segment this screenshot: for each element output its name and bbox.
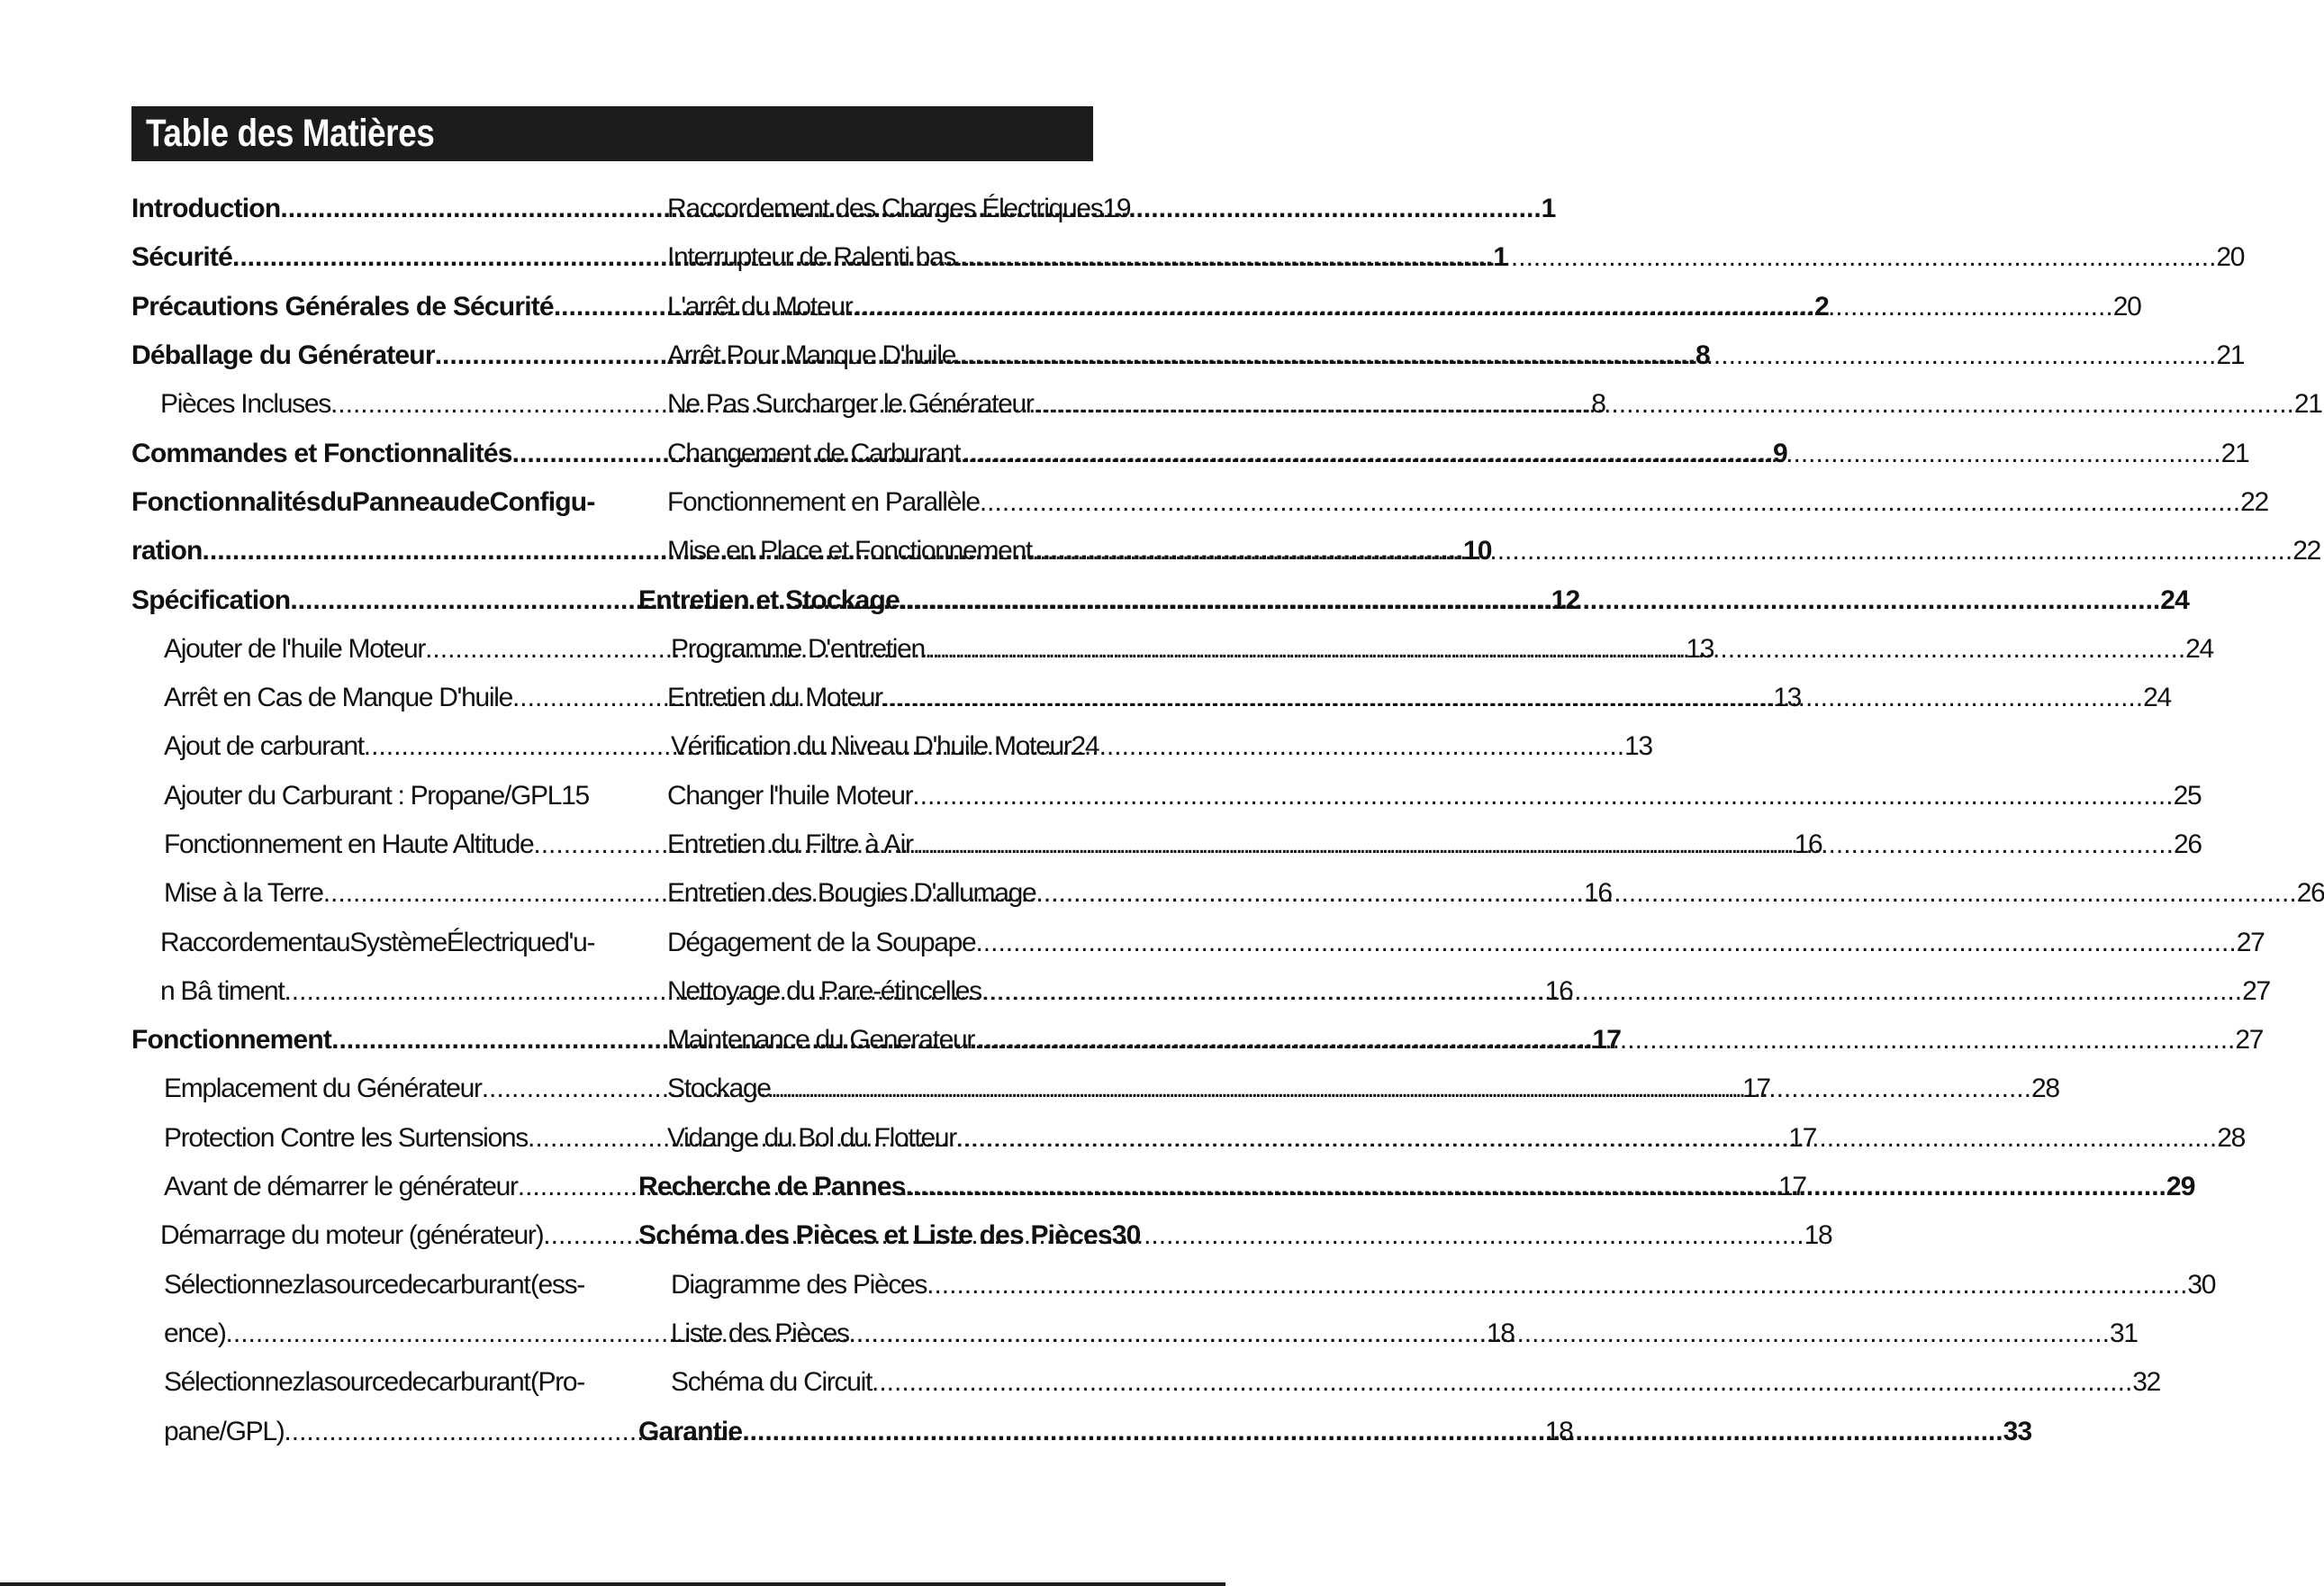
toc-subsection-entry[interactable] <box>638 1358 2161 1407</box>
toc-page-number: 22 <box>2240 486 2268 517</box>
toc-dot-leader <box>882 683 2143 713</box>
toc-dot-leader <box>849 1319 2110 1349</box>
toc-page-number: 1 <box>1493 242 1508 273</box>
toc-entry-label: Spécification <box>131 585 291 615</box>
toc-entry-label: Vidange du Bol du Flotteur <box>667 1122 956 1153</box>
toc-subsection-entry[interactable] <box>638 283 2141 331</box>
toc-entry-label: Mise en Place et Fonctionnement <box>667 536 1032 566</box>
toc-page-number: 15 <box>561 780 589 811</box>
toc-entry-label: Raccordement des Charges Électriques <box>667 194 1103 224</box>
toc-page-number: 32 <box>2132 1367 2161 1398</box>
toc-page-number: 20 <box>2112 291 2141 322</box>
toc-dot-leader <box>927 1270 2187 1301</box>
toc-page-number: 21 <box>2220 438 2249 468</box>
toc-page-number: 21 <box>2216 340 2245 371</box>
toc-entry-label: Changer l'huile Moteur <box>667 780 913 811</box>
toc-page-number: 18 <box>1544 1416 1573 1446</box>
toc-subsection-entry[interactable] <box>131 1358 584 1407</box>
toc-entry-label <box>160 928 594 958</box>
toc-entry-label: Emplacement du Générateur <box>164 1074 482 1104</box>
toc-entry-label: Arrêt Pour Manque D'huile <box>667 340 956 371</box>
toc-word: du <box>320 486 352 517</box>
toc-entry-label: Démarrage du moteur (générateur) <box>160 1220 544 1251</box>
toc-word: Configu- <box>489 486 595 517</box>
toc-word: (ess- <box>529 1269 584 1300</box>
toc-entry-label: Fonctionnement en Haute Altitude <box>164 829 534 859</box>
toc-word: Système <box>349 927 447 957</box>
toc-page-number: 13 <box>1773 683 1802 713</box>
toc-page-number: 19 <box>1102 194 1131 224</box>
toc-dot-leader <box>974 1025 2235 1056</box>
toc-page-number: 1 <box>1541 194 1556 224</box>
toc-subsection-entry[interactable] <box>638 918 2265 966</box>
toc-entry-label <box>164 1270 584 1301</box>
toc-page-number: 18 <box>1486 1318 1515 1348</box>
toc-entry-label: Schéma du Circuit <box>671 1367 872 1398</box>
toc-entry-label: Déballage du Générateur <box>131 340 435 371</box>
toc-entry-label: Précautions Générales de Sécurité <box>131 291 554 322</box>
toc-entry-label: Ajouter du Carburant : Propane/GPL <box>164 780 562 811</box>
toc-word: de <box>459 486 490 517</box>
toc-dot-leader <box>1032 536 2292 566</box>
toc-entry-label: Sécurité <box>131 242 232 273</box>
toc-entry-label: Ne Pas Surcharger le Générateur <box>667 389 1034 420</box>
toc-page-number: 18 <box>1804 1220 1832 1251</box>
toc-word: d'u- <box>555 927 595 957</box>
toc-word: la <box>304 1367 324 1398</box>
toc-entry-label: Introduction <box>131 194 281 224</box>
toc-word: Sélectionnez <box>164 1367 305 1398</box>
toc-page-number: 24 <box>1071 731 1099 762</box>
toc-entry-label: Arrêt en Cas de Manque D'huile <box>164 683 512 713</box>
toc-word: Fonctionnalités <box>131 486 321 517</box>
toc-entry-label: Diagramme des Pièces <box>671 1269 927 1300</box>
toc-word: de <box>398 1269 427 1300</box>
toc-dot-leader <box>955 242 2216 273</box>
toc-entry-label: Entretien et Stockage <box>638 585 900 615</box>
toc-word: la <box>304 1269 324 1300</box>
toc-entry-label: Vérification du Niveau D'huile Moteur <box>671 731 1072 762</box>
toc-page-number: 30 <box>2187 1269 2216 1300</box>
toc-entry-label: Pièces Incluses <box>160 389 330 420</box>
toc-page-number: 27 <box>2242 975 2270 1006</box>
toc-dot-leader <box>1035 878 2296 909</box>
toc-dot-leader <box>975 928 2236 958</box>
toc-entry-label: Commandes et Fonctionnalités <box>131 438 512 468</box>
toc-page-number: 9 <box>1772 438 1787 468</box>
toc-entry-label: n Bâ timent <box>160 975 285 1006</box>
toc-page-number: 31 <box>2109 1318 2138 1348</box>
toc-page-number: 8 <box>1591 389 1605 420</box>
toc-word: carburant <box>426 1269 530 1300</box>
toc-word: Raccordement <box>160 927 322 957</box>
toc-dot-leader <box>956 1123 2217 1154</box>
toc-entry-label: Protection Contre les Surtensions <box>164 1122 528 1153</box>
toc-section-entry[interactable] <box>131 478 595 527</box>
toc-subsection-entry[interactable] <box>638 185 1131 233</box>
toc-subsection-entry[interactable] <box>638 331 2245 380</box>
toc-entry-label: pane/GPL) <box>164 1416 285 1446</box>
toc-entry-label: Schéma des Pièces et Liste des Pièces <box>638 1220 1112 1251</box>
toc-page-number: 26 <box>2173 829 2202 859</box>
toc-entry-label: Garantie <box>638 1416 743 1446</box>
toc-page-number: 25 <box>2173 780 2202 811</box>
toc-dot-leader <box>900 585 2160 616</box>
toc-entry-label: Liste des Pièces <box>671 1318 849 1348</box>
toc-entry-label: ration <box>131 536 203 566</box>
toc-entry-label: Maintenance du Generateur <box>667 1025 975 1056</box>
toc-subsection-entry[interactable] <box>638 722 1099 771</box>
page-title: Table des Matières <box>146 112 435 155</box>
toc-entry-label: Ajout de carburant <box>164 731 364 762</box>
toc-subsection-entry[interactable] <box>638 772 2202 820</box>
toc-entry-label: Entretien du Moteur <box>667 683 882 713</box>
toc-entry-label: ence) <box>164 1318 226 1348</box>
toc-page-number: 8 <box>1696 340 1710 371</box>
toc-entry-label: Ajouter de l'huile Moteur <box>164 633 426 664</box>
toc-page-number: 29 <box>2166 1172 2195 1202</box>
toc-dot-leader <box>852 292 2112 322</box>
toc-page-number: 20 <box>2216 242 2245 273</box>
toc-subsection-entry[interactable] <box>131 918 595 966</box>
toc-page-number: 30 <box>1111 1220 1141 1251</box>
toc-dot-leader <box>906 1172 2166 1202</box>
toc-entry-label <box>164 1367 584 1398</box>
toc-entry-label: L'arrêt du Moteur <box>667 291 853 322</box>
toc-page-number: 24 <box>2185 633 2213 664</box>
toc-page-number: 16 <box>1794 829 1822 859</box>
toc-section-entry[interactable] <box>638 1211 1141 1260</box>
toc-page-number: 21 <box>2293 389 2322 420</box>
toc-page-number: 10 <box>1462 536 1492 566</box>
toc-page-number: 33 <box>2003 1416 2032 1446</box>
bottom-rule <box>0 1582 1225 1586</box>
toc-entry-label: Mise à la Terre <box>164 878 323 909</box>
toc-dot-leader <box>771 1074 2031 1104</box>
toc-page-number: 27 <box>2235 1025 2264 1056</box>
toc-dot-leader <box>913 829 2174 860</box>
toc-entry-label: Fonctionnement en Parallèle <box>667 486 980 517</box>
toc-page-number: 24 <box>2143 683 2171 713</box>
toc-page-number: 16 <box>1583 878 1612 909</box>
toc-word: (Pro- <box>529 1367 584 1398</box>
toc-subsection-entry[interactable] <box>638 1261 2216 1310</box>
toc-dot-leader <box>955 340 2216 371</box>
toc-page-number: 17 <box>1742 1074 1770 1104</box>
toc-dot-leader <box>925 634 2185 665</box>
toc-dot-leader <box>1034 389 2294 420</box>
toc-page-number: 17 <box>1592 1025 1622 1056</box>
toc-word: Sélectionnez <box>164 1269 305 1300</box>
toc-dot-leader <box>912 781 2173 811</box>
toc-subsection-entry[interactable] <box>131 1261 584 1310</box>
toc-page-number: 28 <box>2030 1074 2059 1104</box>
toc-page-number: 12 <box>1551 585 1580 615</box>
toc-subsection-entry[interactable] <box>638 233 2245 282</box>
toc-page-number: 13 <box>1624 731 1652 762</box>
toc-entry-label: Nettoyage du Pare-étincelles <box>667 975 981 1006</box>
toc-page-number: 17 <box>1788 1122 1817 1153</box>
toc-subsection-entry[interactable] <box>638 478 2268 527</box>
toc-page-number: 22 <box>2292 536 2321 566</box>
toc-subsection-entry[interactable] <box>638 429 2249 477</box>
toc-dot-leader <box>960 439 2220 469</box>
toc-dot-leader <box>980 487 2240 518</box>
toc-word: au <box>321 927 350 957</box>
toc-word: Panneau <box>351 486 460 517</box>
toc-page-number: 17 <box>1778 1172 1806 1202</box>
toc-page-number: 28 <box>2217 1122 2245 1153</box>
toc-page-number: 26 <box>2296 878 2324 909</box>
toc-entry-label: Fonctionnement <box>131 1025 332 1056</box>
toc-word: de <box>398 1367 427 1398</box>
toc-word: source <box>323 1367 398 1398</box>
toc-dot-leader <box>872 1367 2132 1398</box>
toc-page-number: 16 <box>1544 975 1573 1006</box>
toc-entry-label: Stockage <box>667 1074 771 1104</box>
toc-page-number: 13 <box>1686 633 1714 664</box>
toc-entry-label: Interrupteur de Ralenti bas <box>667 242 956 273</box>
toc-subsection-entry[interactable] <box>638 380 2322 429</box>
toc-page-number: 2 <box>1814 291 1829 322</box>
toc-entry-label: Entretien du Filtre à Air <box>667 829 913 859</box>
toc-title-bar <box>131 106 1093 161</box>
toc-dot-leader <box>742 1417 2003 1447</box>
toc-word: source <box>323 1269 398 1300</box>
toc-entry-label: Recherche de Pannes <box>638 1172 906 1202</box>
toc-entry-label: Programme D'entretien <box>671 633 925 664</box>
toc-word: carburant <box>426 1367 530 1398</box>
toc-word: Électrique <box>446 927 556 957</box>
toc-entry-label: Dégagement de la Soupape <box>667 927 976 957</box>
toc-entry-label: Entretien des Bougies D'allumage <box>667 878 1036 909</box>
toc-subsection-entry[interactable] <box>131 772 589 820</box>
toc-page-number: 27 <box>2236 927 2265 957</box>
toc-dot-leader <box>981 976 2242 1007</box>
toc-page-number: 24 <box>2160 585 2190 615</box>
toc-entry-label <box>131 487 595 518</box>
toc-entry-label: Changement de Carburant <box>667 438 961 468</box>
toc-entry-label: Avant de démarrer le générateur <box>164 1172 518 1202</box>
